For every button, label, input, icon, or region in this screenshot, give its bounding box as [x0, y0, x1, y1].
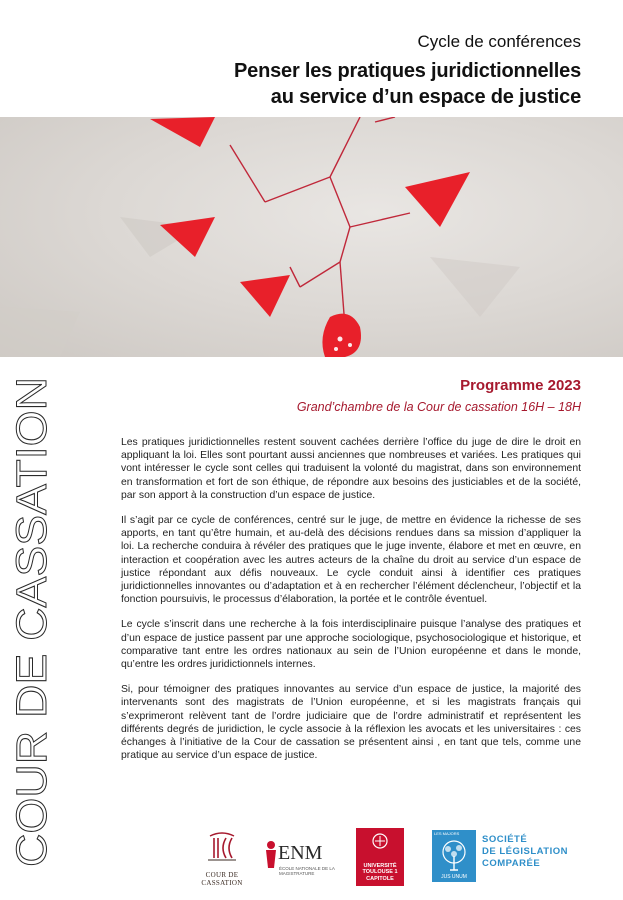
- ut-capitole-logo-text: [356, 863, 404, 883]
- series-label: Cycle de conférences: [417, 32, 581, 51]
- program-title: Programme 2023: [460, 377, 581, 394]
- header: [234, 30, 581, 110]
- paragraph-3: Le cycle s’inscrit dans une recherche à la fois interdisciplinaire puisque l’analyse des pratiques et d’un espace de justice passent par une approche sociologique, psychosociologique et historique, et comparative tant entre les ordres nationaux au sein de l’Union européenne et dans le monde, qu’entre les ordres juridictionnels internes.: [121, 619, 581, 671]
- enm-logo: [264, 836, 344, 880]
- vertical-institution-name: [6, 372, 56, 872]
- slc-line-2: DE LÉGISLATION: [482, 846, 568, 857]
- title-line-2: au service d’un espace de justice: [270, 86, 581, 108]
- ut-line-1: UNIVERSITÉ: [363, 862, 397, 869]
- cour-de-cassation-logo: [192, 832, 252, 887]
- jus-unum-bottom-text: JUS UNUM: [441, 874, 467, 880]
- body-text: [121, 436, 581, 774]
- ut-capitole-logo: [356, 828, 404, 886]
- tree-icon: [432, 836, 476, 876]
- ut-line-3: CAPITOLE: [366, 875, 394, 882]
- ut-capitole-emblem-icon: [356, 828, 404, 852]
- partner-logos: [0, 826, 623, 886]
- enm-figure-icon: [264, 840, 278, 870]
- program-block: [297, 376, 581, 416]
- mobile-sculpture-photo: [0, 117, 623, 357]
- enm-logo-subtext: ÉCOLE NATIONALE DE LA MAGISTRATURE: [279, 866, 335, 876]
- paragraph-2: Il s’agit par ce cycle de conférences, centré sur le juge, de mettre en évidence la richesse de ses apports, en tant qu’être humain, et au-delà des décisions rendues dans sa mission d’appliquer la loi. La recherche conduira à révéler des pratiques que le juge invente, élabore et met en œuvre, en interaction et coopération avec les autres acteurs de la chaîne du droit au service d’un espace de justice répondant aux défis nouveaux. Le cycle conduit ainsi à identifier ces pratiques juridictionnelles innovantes ou d’adaptation et à en rechercher l’élément déclencheur, l’objectif et la fonction poursuivis, le processus d’élaboration, la portée et le contrôle éventuel.: [121, 515, 581, 606]
- jus-unum-logo: [432, 830, 476, 882]
- ut-line-2: TOULOUSE 1: [362, 869, 398, 875]
- jus-unum-top-text: LES MAJORS: [434, 831, 460, 836]
- paragraph-4: Si, pour témoigner des pratiques innovantes au service d’un espace de justice, la majorité des intervenants sont des magistrats de l’Union européenne, et si les magistrats français qui s’exprimeront relèvent tant de l’ordre judiciaire que de l’ordre administratif et représentent les différents degrés de juridiction, le cycle associe à la réflexion les avocats et les universitaires : ces échanges à l’initiative de la Cour de cassation se présentent ainsi , en tant que tels, comme une pratique au service d’un espace de justice.: [121, 684, 581, 762]
- slc-line-1: SOCIÉTÉ: [482, 834, 528, 845]
- societe-legislation-comparee-logo: [482, 834, 592, 870]
- cour-cassation-emblem-icon: [202, 832, 242, 864]
- title-line-1: Penser les pratiques juridictionnelles: [234, 60, 581, 82]
- cour-cassation-logo-text: COUR DE CASSATION: [201, 871, 243, 887]
- vertical-text: COUR DE CASSATION: [8, 411, 56, 867]
- enm-logo-text: ENM: [278, 842, 323, 864]
- paragraph-1: Les pratiques juridictionnelles restent souvent cachées derrière l’office du juge de dire le droit en appliquant la loi. Elles sont pourtant aussi anciennes que nombreuses et variées. Les pratiques qui vont intéresser le cycle sont celles qui traduisent la volonté du magistrat, dans son environnement en transformation et fort de son éthique, de répondre aux besoins des justiciables et de la société, par son apport à la construction d’un espace de justice.: [121, 437, 581, 501]
- slc-line-3: COMPARÉE: [482, 858, 541, 869]
- vertical-text-svg: [6, 372, 56, 872]
- mobile-sculpture-image: [0, 117, 623, 357]
- program-subtitle: Grand’chambre de la Cour de cassation 16H – 18H: [296, 400, 581, 414]
